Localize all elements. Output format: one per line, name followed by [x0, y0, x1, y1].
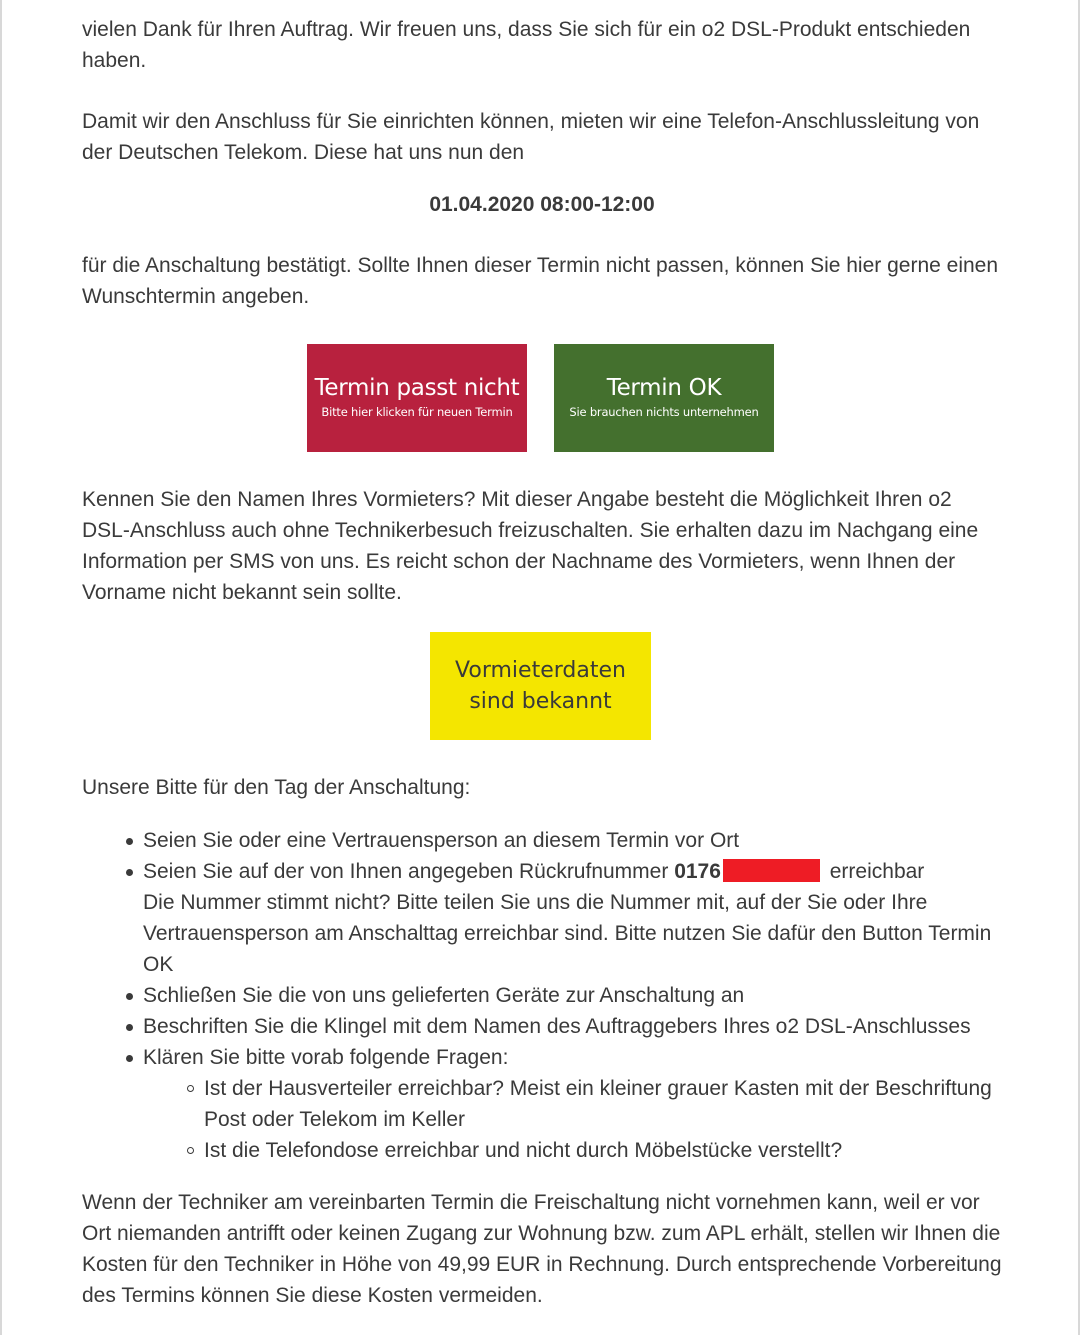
connection-paragraph: Damit wir den Anschluss für Sie einrichten können, mieten wir eine Telefon-Anschlussleitung von der Deutschen Telekom. Diese hat uns nun den [82, 110, 980, 164]
checklist-item-text: Klären Sie bitte vorab folgende Fragen: [143, 1046, 509, 1069]
checklist-item-text: Seien Sie oder eine Vertrauensperson an diesem Termin vor Ort [143, 829, 740, 852]
list-item [143, 856, 1002, 980]
landlord-button-row [82, 632, 1002, 742]
sub-list-item [204, 1135, 1002, 1166]
callback-suffix: erreichbar [829, 860, 925, 883]
sub-list-item [204, 1073, 1002, 1135]
list-item [143, 1042, 1002, 1166]
callback-text: Seien Sie auf der von Ihnen angegeben Rückrufnummer [143, 860, 669, 883]
confirm-appointment-button[interactable] [554, 344, 774, 452]
list-item [143, 980, 1002, 1011]
sub-item-text: Ist der Hausverteiler erreichbar? Meist ein kleiner grauer Kasten mit der Beschriftung Post oder Telekom im Keller [204, 1077, 992, 1131]
landlord-data-button[interactable] [430, 632, 651, 740]
checklist [82, 825, 1002, 1166]
email-body [82, 14, 1002, 1311]
callback-number: 0176 [674, 860, 721, 883]
request-heading: Unsere Bitte für den Tag der Anschaltung: [82, 776, 471, 799]
costs-paragraph: Wenn der Techniker am vereinbarten Termin die Freischaltung nicht vornehmen kann, weil er vor Ort niemanden antrifft oder keinen Zugang zur Wohnung bzw. zum APL erhält, stellen wir Ihnen die Kosten für den Techniker in Höhe von 49,99 EUR in Rechnung. Durch entsprechende Vorbereitung des Termins können Sie diese Kosten vermeiden. [82, 1191, 1002, 1307]
confirmed-paragraph: für die Anschaltung bestätigt. Sollte Ihnen dieser Termin nicht passen, können Sie hier gerne einen Wunschtermin angeben. [82, 254, 999, 308]
left-border [0, 0, 2, 1335]
landlord-paragraph: Kennen Sie den Namen Ihres Vormieters? Mit dieser Angabe besteht die Möglichkeit Ihren o2 DSL-Anschluss auch ohne Technikerbesuch freizuschalten. Sie erhalten dazu im Nachgang eine Information per SMS von uns. Es reicht schon der Nachname des Vormieters, wenn Ihnen der Vorname nicht bekannt sein sollte. [82, 488, 979, 604]
reschedule-button-subtitle: Bitte hier klicken für neuen Termin [321, 405, 513, 419]
checklist-item-text: Schließen Sie die von uns gelieferten Geräte zur Anschaltung an [143, 984, 745, 1007]
reschedule-button[interactable] [307, 344, 527, 452]
reschedule-button-title: Termin passt nicht [314, 375, 520, 401]
list-item [143, 825, 1002, 856]
confirm-button-subtitle: Sie brauchen nichts unternehmen [569, 405, 759, 419]
intro-paragraph: vielen Dank für Ihren Auftrag. Wir freuen uns, dass Sie sich für ein o2 DSL-Produkt entschieden haben. [82, 18, 971, 72]
confirm-button-title: Termin OK [606, 375, 722, 401]
sub-checklist [143, 1073, 1002, 1166]
checklist-item-text: Beschriften Sie die Klingel mit dem Namen des Auftraggebers Ihres o2 DSL-Anschlusses [143, 1015, 971, 1038]
callback-note: Die Nummer stimmt nicht? Bitte teilen Sie uns die Nummer mit, auf der Sie oder Ihre Vertrauensperson am Anschalttag erreichbar sind. Bitte nutzen Sie dafür den Button Termin OK [143, 891, 992, 976]
landlord-button-line1: Vormieterdaten [455, 658, 626, 683]
appointment-buttons [82, 344, 1002, 454]
list-item [143, 1011, 1002, 1042]
appointment-date: 01.04.2020 08:00-12:00 [429, 193, 655, 216]
sub-item-text: Ist die Telefondose erreichbar und nicht durch Möbelstücke verstellt? [204, 1139, 843, 1162]
landlord-button-line2: sind bekannt [469, 689, 612, 714]
redaction-bar [723, 859, 820, 882]
